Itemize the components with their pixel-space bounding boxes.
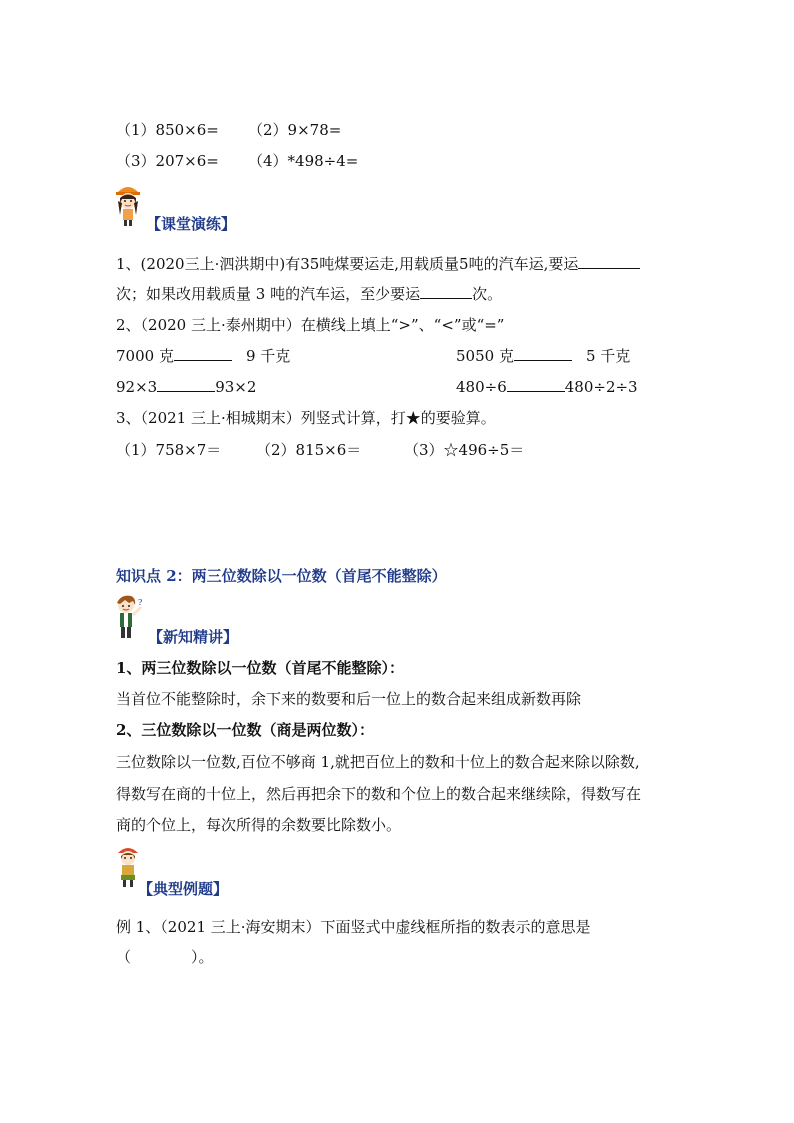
warmup-q2: （2）9×78= (248, 121, 342, 139)
knowledge-heading: 【新知精讲】 (148, 628, 239, 646)
compare-left: 7000 克 (116, 347, 174, 365)
answer-blank[interactable] (157, 377, 215, 392)
knowledge-item2-line1: 三位数除以一位数,百位不够商 1,就把百位上的数和十位上的数合起来除以除数, (116, 753, 640, 771)
boy-avatar-icon (111, 593, 147, 641)
practice-p1-text-a: 次；如果改用载质量 3 吨的汽车运，至少要运 (116, 285, 421, 303)
compare-left: 92×3 (116, 378, 158, 396)
compare-row-2-right (456, 377, 638, 397)
girl-avatar-icon (113, 181, 143, 227)
knowledge-item1-title: 1、两三位数除以一位数（首尾不能整除）： (116, 659, 404, 677)
compare-right: 5 千克 (585, 347, 631, 365)
compare-right: 9 千克 (245, 347, 291, 365)
compare-right: 480÷2÷3 (564, 378, 638, 396)
practice-p1-text: 1、(2020三上·泗洪期中)有35吨煤要运走,用载质量5吨的汽车运,要运 (116, 255, 579, 273)
practice-p1-line2 (116, 284, 502, 304)
example-line2: （ ）。 (116, 948, 214, 966)
knowledge-title: 知识点 2：两三位数除以一位数（首尾不能整除） (116, 567, 447, 585)
practice-p3-q2: （2）815×6＝ (256, 441, 362, 459)
practice-p2: 2、（2020 三上·泰州期中）在横线上填上“>”、“<”或“=” (116, 316, 505, 334)
practice-p3: 3、（2021 三上·相城期末）列竖式计算，打★的要验算。 (116, 409, 496, 427)
knowledge-item2-line3: 商的个位上，每次所得的余数要比除数小。 (116, 816, 402, 834)
warmup-q4: （4）*498÷4= (248, 152, 359, 170)
practice-p1-line1 (116, 254, 640, 274)
svg-text:?: ? (138, 598, 143, 607)
example-line1: 例 1、（2021 三上·海安期末）下面竖式中虚线框所指的数表示的意思是 (116, 918, 591, 936)
compare-row-1-left (116, 346, 290, 366)
compare-left: 5050 克 (456, 347, 514, 365)
warmup-q3: （3）207×6= (116, 152, 219, 170)
knowledge-item1-text: 当首位不能整除时，余下来的数要和后一位上的数合起来组成新数再除 (116, 690, 582, 708)
answer-blank[interactable] (174, 346, 232, 361)
compare-left: 480÷6 (456, 378, 507, 396)
answer-blank[interactable] (578, 254, 640, 269)
practice-p3-q1: （1）758×7＝ (116, 441, 222, 459)
compare-right: 93×2 (215, 378, 257, 396)
answer-blank[interactable] (420, 284, 472, 299)
compare-row-2-left (116, 377, 256, 397)
compare-row-1-right (456, 346, 630, 366)
knowledge-item2-line2: 得数写在商的十位上，然后再把余下的数和个位上的数合起来继续除，得数写在 (116, 785, 642, 803)
answer-blank[interactable] (514, 346, 572, 361)
knowledge-item2-title: 2、三位数除以一位数（商是两位数）： (116, 721, 374, 739)
warmup-q1: （1）850×6= (116, 121, 219, 139)
answer-blank[interactable] (507, 377, 565, 392)
practice-p1-text-b: 次。 (472, 285, 503, 303)
practice-heading: 【课堂演练】 (146, 215, 237, 233)
example-heading: 【典型例题】 (138, 880, 229, 898)
practice-p3-q3: （3）☆496÷5＝ (404, 441, 525, 459)
